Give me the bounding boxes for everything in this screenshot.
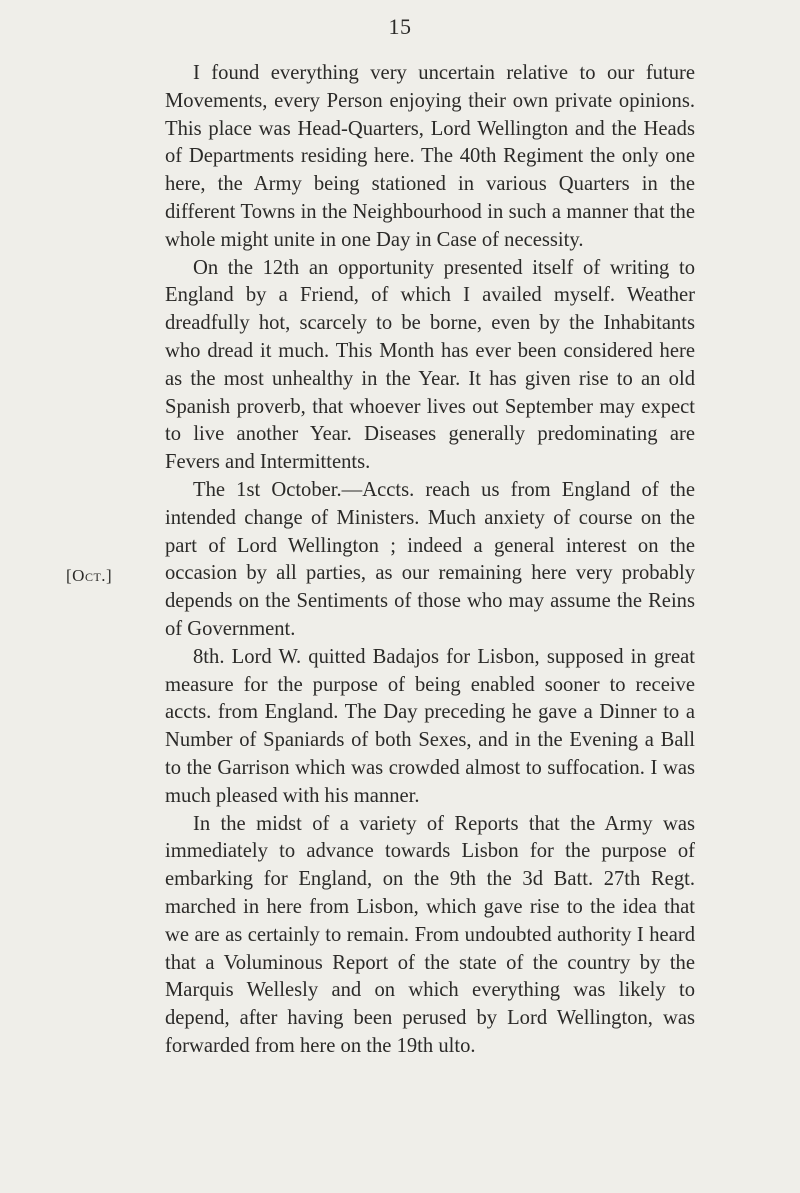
- margin-note-date: [Oct.]: [66, 566, 113, 585]
- page-number: 15: [388, 14, 412, 39]
- paragraph-3: The 1st October.—Accts. reach us from England of the intended change of Ministers. Much anxiety of course on the part of Lord Wellington ; indeed a general interest on the occasion by all parties, as our remaining here very probably depends on the Sentiments of those who may assume the Reins of Government.: [165, 478, 695, 640]
- paragraph-1: I found everything very uncertain relative to our future Movements, every Person enjoying their own private opinions. This place was Head-Quarters, Lord Wellington and the Heads of Departments residing here. The 40th Regiment the only one here, the Army being stationed in various Quarters in the different Towns in the Neighbourhood in such a manner that the whole might unite in one Day in Case of necessity.: [165, 62, 695, 251]
- paragraph-2: On the 12th an opportunity presented itself of writing to England by a Friend, of which I availed myself. Weather dreadfully hot, scarcely to be borne, even by the Inhabitants who dread it much. This Month has ever been considered here as the most unhealthy in the Year. It has given rise to an old Spanish proverb, that whoever lives out September may expect to live another Year. Diseases generally predominating are Fevers and Intermittents.: [165, 256, 695, 474]
- body-text: [165, 60, 695, 1061]
- paragraph-5: In the midst of a variety of Reports that the Army was immediately to advance towards Lisbon for the purpose of embarking for England, on the 9th the 3d Batt. 27th Regt. marched in here from Lisbon, which gave rise to the idea that we are as certainly to remain. From undoubted authority I heard that a Voluminous Report of the state of the country by the Marquis Wellesly and on which everything was likely to depend, after having been perused by Lord Wellington, was forwarded from here on the 19th ulto.: [165, 812, 695, 1057]
- paragraph-4: 8th. Lord W. quitted Badajos for Lisbon, supposed in great measure for the purpose of being enabled sooner to receive accts. from England. The Day preceding he gave a Dinner to a Number of Spaniards of both Sexes, and in the Evening a Ball to the Garrison which was crowded almost to suffocation. I was much pleased with his manner.: [165, 645, 695, 807]
